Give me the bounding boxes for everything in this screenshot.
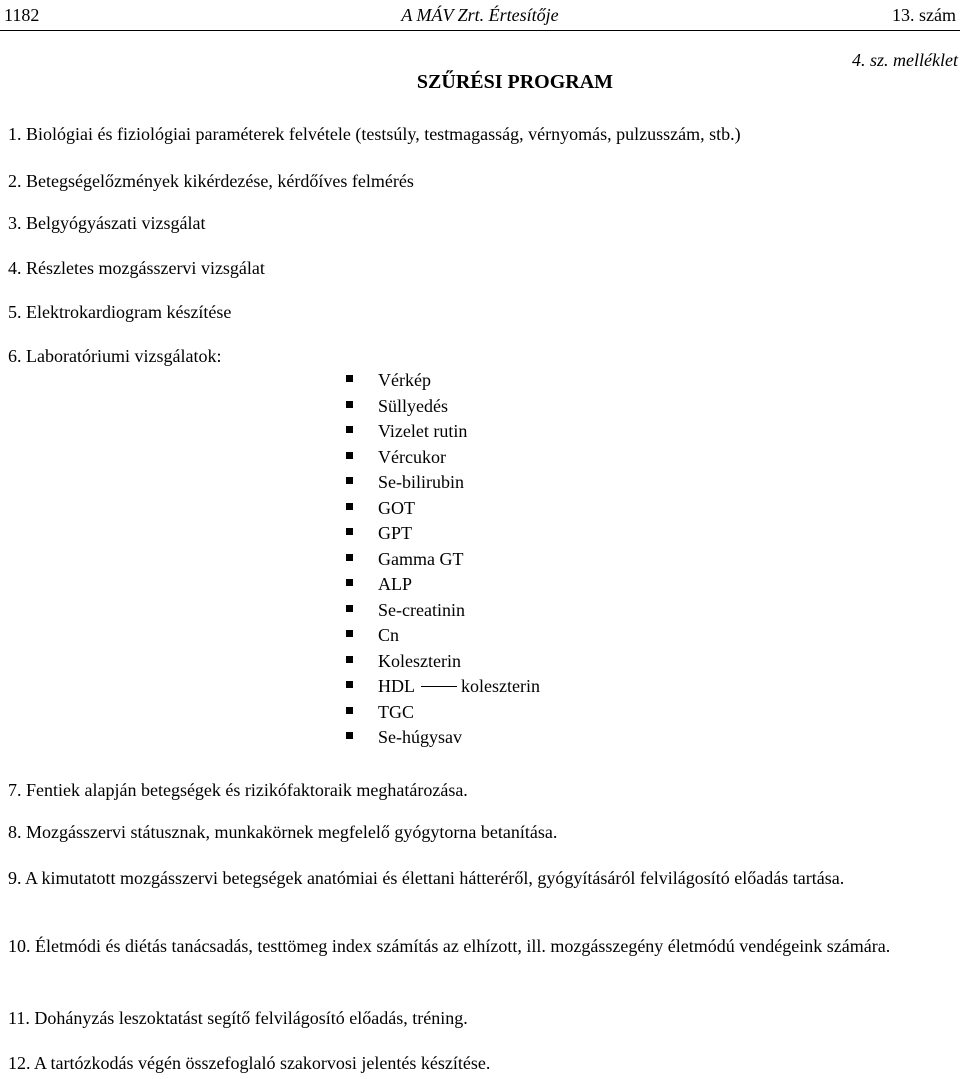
lab-test-label: ALP: [378, 574, 413, 594]
item-text: Dohányzás leszoktatást segítő felvilágosító előadás, tréning.: [34, 1008, 468, 1028]
item-number: 10.: [8, 936, 31, 956]
item-text: Betegségelőzmények kikérdezése, kérdőíves felmérés: [26, 171, 414, 191]
lab-test-item: [346, 725, 540, 751]
lab-test-label: GOT: [378, 497, 415, 518]
list-item: [8, 934, 958, 958]
annex-label: 4. sz. melléklet: [852, 50, 958, 70]
lab-test-item: [346, 623, 540, 649]
item-text: Laboratóriumi vizsgálatok:: [26, 346, 222, 366]
list-item: [8, 778, 468, 802]
lab-test-item: [346, 419, 540, 445]
bullet-square-icon: [346, 477, 353, 484]
item-text: A kimutatott mozgásszervi betegségek anatómiai és élettani hátteréről, gyógyításáról felvilágosító előadás tartása.: [25, 868, 845, 888]
item-number: 4.: [8, 258, 22, 278]
lab-test-label: Se-húgysav: [378, 727, 462, 747]
issue-number: 13. szám: [892, 5, 956, 25]
item-text: Biológiai és fiziológiai paraméterek felvétele (testsúly, testmagasság, vérnyomás, pulzusszám, stb.): [26, 124, 741, 144]
item-number: 2.: [8, 171, 22, 191]
item-text: Belgyógyászati vizsgálat: [26, 213, 206, 233]
bullet-square-icon: [346, 605, 353, 612]
item-text: Mozgásszervi státusznak, munkakörnek megfelelő gyógytorna betanítása.: [26, 822, 558, 842]
lab-test-item: [346, 496, 540, 522]
bullet-square-icon: [346, 375, 353, 382]
item-number: 7.: [8, 780, 22, 800]
bullet-square-icon: [346, 554, 353, 561]
list-item: [8, 211, 205, 235]
lab-test-item: [346, 470, 540, 496]
lab-test-item: [346, 547, 540, 573]
item-number: 6.: [8, 346, 22, 366]
lab-test-list: [346, 368, 540, 751]
bullet-square-icon: [346, 681, 353, 688]
bullet-square-icon: [346, 452, 353, 459]
lab-test-item: [346, 445, 540, 471]
page-number: 1182: [4, 5, 40, 25]
list-item: [8, 820, 557, 844]
lab-test-suffix: koleszterin: [461, 676, 540, 696]
bullet-square-icon: [346, 426, 353, 433]
item-text: Elektrokardiogram készítése: [26, 302, 232, 322]
lab-test-label: Cn: [378, 625, 400, 645]
lab-test-label: HDL: [378, 676, 415, 696]
item-number: 1.: [8, 124, 22, 144]
lab-test-label: GPT: [378, 523, 413, 543]
list-item: [8, 866, 958, 890]
bullet-square-icon: [346, 732, 353, 739]
lab-test-label: Vércukor: [378, 446, 446, 467]
lab-test-item: [346, 674, 540, 700]
bullet-square-icon: [346, 707, 353, 714]
lab-test-label: Süllyedés: [378, 395, 448, 416]
bullet-square-icon: [346, 401, 353, 408]
item-number: 8.: [8, 822, 22, 842]
item-number: 3.: [8, 213, 22, 233]
lab-test-label: TGC: [378, 701, 414, 722]
bullet-square-icon: [346, 630, 353, 637]
lab-test-item: [346, 649, 540, 675]
item-number: 9.: [8, 868, 22, 888]
page-title: SZŰRÉSI PROGRAM: [416, 71, 614, 93]
list-item: [8, 256, 265, 280]
lab-test-label: Koleszterin: [378, 650, 461, 671]
lab-test-label: Se-creatinin: [378, 599, 465, 620]
item-text: Részletes mozgásszervi vizsgálat: [26, 258, 265, 278]
item-text: A tartózkodás végén összefoglaló szakorvosi jelentés készítése.: [34, 1053, 491, 1073]
lab-test-item: [346, 368, 540, 394]
list-item: [8, 122, 741, 146]
list-item: [8, 344, 221, 368]
lab-test-item: [346, 572, 540, 598]
lab-test-item: [346, 700, 540, 726]
list-item: [8, 169, 414, 193]
em-dash: [421, 686, 457, 687]
list-item: [8, 1006, 468, 1030]
item-number: 5.: [8, 302, 22, 322]
journal-title: A MÁV Zrt. Értesítője: [401, 5, 559, 25]
lab-test-item: [346, 521, 540, 547]
lab-test-item: [346, 598, 540, 624]
lab-test-label: Se-bilirubin: [378, 472, 464, 492]
list-item: [8, 300, 231, 324]
item-number: 11.: [8, 1008, 30, 1028]
lab-test-label: Gamma GT: [378, 548, 464, 569]
item-number: 12.: [8, 1053, 31, 1073]
lab-test-label: Vizelet rutin: [378, 421, 468, 441]
bullet-square-icon: [346, 579, 353, 586]
lab-test-item: [346, 394, 540, 420]
bullet-square-icon: [346, 528, 353, 535]
item-text: Fentiek alapján betegségek és rizikófaktoraik meghatározása.: [26, 780, 468, 800]
bullet-square-icon: [346, 656, 353, 663]
lab-test-label: Vérkép: [378, 370, 431, 390]
list-item: [8, 1051, 490, 1075]
item-text: Életmódi és diétás tanácsadás, testtömeg index számítás az elhízott, ill. mozgásszegény életmódú vendégeink számára.: [35, 936, 891, 956]
bullet-square-icon: [346, 503, 353, 510]
